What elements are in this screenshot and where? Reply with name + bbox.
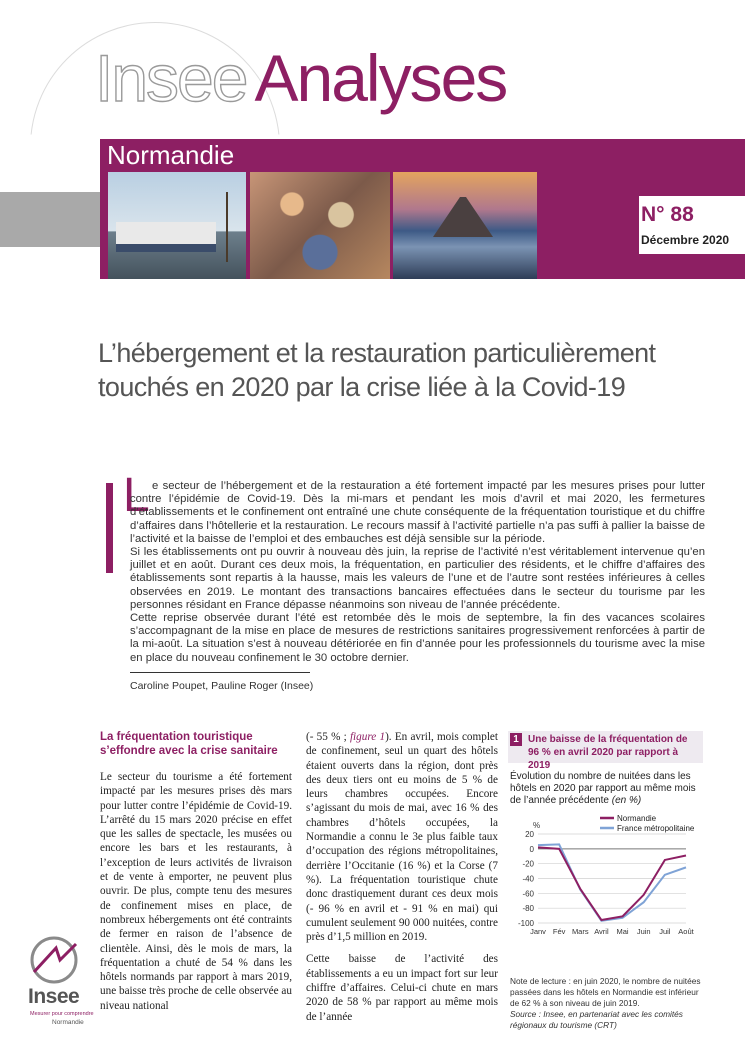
region-label: Normandie [107,140,235,170]
x-tick-label: Janv [530,927,546,936]
authors: Caroline Poupet, Pauline Roger (Insee) [130,680,314,692]
brand-insee: Insee [95,41,247,115]
issue-number: N° 88 [641,203,694,226]
x-tick-label: Mai [616,927,629,936]
y-tick-label: -100 [517,919,534,928]
legend-label: France métropolitaine [617,824,695,833]
section-heading: La fréquentation touristique s’effondre avec la crise sanitaire [100,731,278,757]
series-line-normandie [538,847,686,920]
figure-subtitle: Évolution du nombre de nuitées dans les hôtels en 2020 par rapport au même mois de l’année précédente (en %) [510,771,696,806]
figure-title: Une baisse de la fréquentation de 96 % en avril 2020 par rapport à 2019 [528,734,688,771]
lead-accent-bar [106,483,113,573]
x-tick-label: Mars [571,927,589,936]
reading-note: Note de lecture : en juin 2020, le nombre de nuitées passées dans les hôtels en Normandie est inférieur de 62 % à son niveau de juin 2019. [510,976,701,1008]
line-chart [508,815,703,973]
mont-silhouette [433,197,493,237]
x-tick-label: Juil [659,927,671,936]
y-tick-label: -40 [522,874,534,884]
y-tick-label: -80 [522,904,534,914]
logo-tagline: Mesurer pour comprendre [30,1011,94,1017]
authors-separator [130,672,310,673]
y-axis-unit: % [533,821,541,830]
lead-dropcap: L [123,469,150,522]
photo-mont-saint-michel [393,172,537,279]
lead-text [130,480,705,665]
x-tick-label: Juin [636,927,651,936]
series-line-france-m-tropolitaine [538,844,686,920]
x-tick-label: Fév [552,927,566,936]
logo-region: Normandie [52,1019,84,1026]
sailboat-mast-shape [226,192,228,262]
figure-note [510,976,705,1031]
page-title: L’hébergement et la restauration particulièrement touchés en 2020 par la crise liée à la Covid-19 [98,338,656,402]
y-tick-label: 20 [525,830,534,839]
photo-harbour-ships [108,172,246,279]
body-paragraph: Cette baisse de l’activité des établissements a eu un impact fort sur leur chiffre d’affaires. Celui-ci chute en mars 2020 de 58 % par rapport au même mois de l’année [306,953,498,1023]
issue-date: Décembre 2020 [641,233,730,247]
photo-crowd [250,172,390,279]
y-tick-label: -20 [522,859,534,869]
legend-label: Normandie [617,815,657,823]
figure-number: 1 [510,733,522,746]
lead-paragraph: e secteur de l’hébergement et de la restauration a été fortement impacté par les mesures prises pour lutter contre l’épidémie de Covid-19. Dès la mi-mars et pendant les mois d’avril et mai 2020, les fermetures d’établissements et le confinement ont entraîné une chute conséquente de la fréquentation touristique et du chiffre d’affaires dans l’hôtellerie et la restauration. Le recours massif à l’activité partielle n’a pas suffi à pallier la baisse de l’activité et la baisse de l’emploi et des embauches est déjà sensible sur la période. [130,480,705,545]
body-paragraph: (- 55 % ; figure 1). En avril, mois complet de confinement, seul un quart des hôtels étaient ouverts dans la région, dont près des deux tiers ont eu moins de 5 % de leurs chambres occupées. Encore s’agissant du mois de mai, avec 16 % des chambres d’hôtels occupées, la Normandie a connu le 3e plus faible taux d’occupation des régions métropolitaines, derrière l’Occitanie (16 %) et la Corse (7 %). La fréquentation touristique chute donc drastiquement durant ces deux mois (- 96 % en avril et - 91 % en mai) qui cumulent seulement 90 000 nuitées, contre près d’1,5 million en 2019. [306,731,498,944]
y-tick-label: 0 [529,844,534,854]
logo-wordmark: Insee [28,985,80,1008]
header-gray-band [0,192,108,247]
figure-reference-link[interactable]: figure 1 [349,731,386,743]
x-tick-label: Août [678,927,694,936]
x-tick-label: Avril [594,927,609,936]
lead-paragraph: Cette reprise observée durant l’été est retombée dès le mois de septembre, la fin des vacances scolaires s’accompagnant de la mise en place de mesures de restrictions sanitaires progressivement renforcées à partir de la mi-août. La situation s’est à nouveau détériorée en fin d’année pour les professionnels du tourisme avec la mise en place du nouveau confinement le 30 octobre dernier. [130,612,705,664]
figure-source: Source : Insee, en partenariat avec les comités régionaux du tourisme (CRT) [510,1009,683,1030]
publication-brand [95,41,507,115]
brand-analyses: Analyses [254,41,507,115]
lead-paragraph: Si les établissements ont pu ouvrir à nouveau dès juin, la reprise de l’activité n’est véritablement intervenue qu’en juillet et en août. Durant ces deux mois, la fréquentation, en particulier des résidents, et le chiffre d’affaires des établissements sont repartis à la hausse, mais les valeurs de l’une et de l’autre sont restées inférieures à celles observées en 2019. Le montant des transactions bancaires effectuées dans le secteur du tourisme par les personnes résidant en France dépasse néanmoins son niveau de l’année précédente. [130,546,705,611]
body-column-2 [306,730,498,1024]
ferry-shape [116,222,216,252]
y-tick-label: -60 [522,889,534,899]
body-column-1: Le secteur du tourisme a été fortement impacté par les mesures prises dès mars pour lutter contre l’épidémie de Covid-19. L’arrêté du 15 mars 2020 précise en effet que les salles de spectacle, les musées ou encore les bars et les restaurants, à l’exception de leurs activités de livraison et de vente à emporter, ne peuvent plus ouvrir. De plus, compte tenu des mesures de confinement mises en place, de nombreux hébergements ont été contraints de fermer en raison de l’absence de clientèle. Ainsi, dès le mois de mars, la fréquentation a chuté de 54 % dans les hôtels normands par rapport à mars 2019, une baisse très proche de celle observée au niveau national [100,771,292,1012]
